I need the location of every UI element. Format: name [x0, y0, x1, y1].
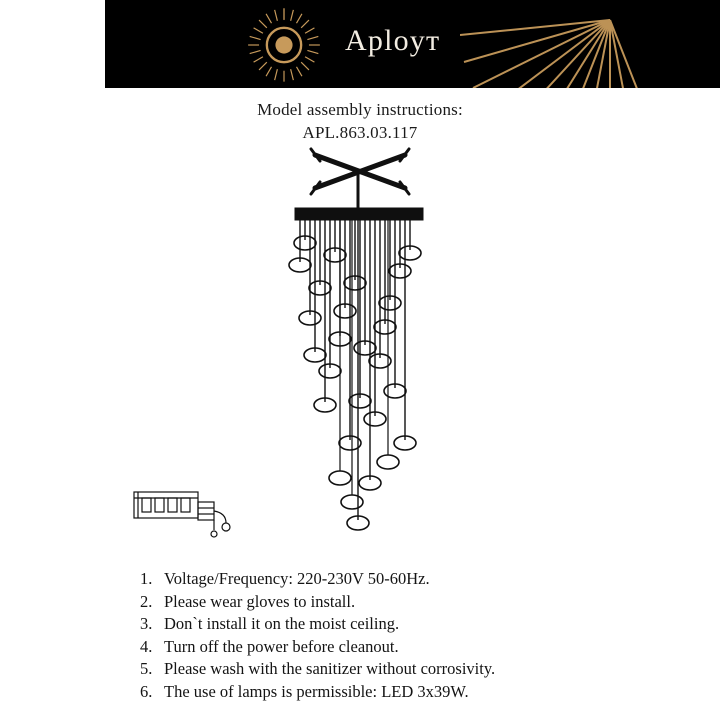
pendant-chandelier-illustration — [0, 140, 720, 570]
list-item-text: Please wear gloves to install. — [164, 591, 356, 611]
radial-rays-icon — [460, 0, 720, 88]
list-item — [140, 591, 700, 614]
list-item-number: 1. — [140, 569, 153, 588]
list-item — [140, 658, 700, 681]
list-item — [140, 636, 700, 659]
sunburst-logo-icon — [245, 6, 323, 84]
list-item-number: 4. — [140, 636, 153, 656]
list-item-text: Please wash with the sanitizer without corrosivity. — [164, 659, 496, 678]
list-item-number: 2. — [140, 591, 153, 611]
list-item-text: Don`t install it on the moist ceiling. — [164, 614, 400, 633]
list-item-number: 6. — [140, 681, 153, 701]
brand-name: Aployт — [345, 24, 441, 57]
title-line-2: APL.863.03.117 — [302, 123, 418, 142]
title-line-1: Model assembly instructions: — [257, 100, 463, 119]
list-item-text: Voltage/Frequency: 220-230V 50-60Hz. — [164, 569, 430, 588]
list-item-number: 5. — [140, 659, 153, 678]
list-item — [140, 681, 700, 704]
instruction-list — [140, 568, 700, 703]
page-title — [0, 98, 720, 144]
list-item-text: The use of lamps is permissible: LED 3x39W. — [164, 681, 469, 701]
list-item — [140, 613, 700, 636]
header-banner — [105, 0, 720, 88]
list-item-text: Turn off the power before cleanout. — [164, 636, 399, 656]
led-driver-illustration — [128, 484, 248, 554]
list-item — [140, 568, 700, 591]
list-item-number: 3. — [140, 614, 153, 633]
